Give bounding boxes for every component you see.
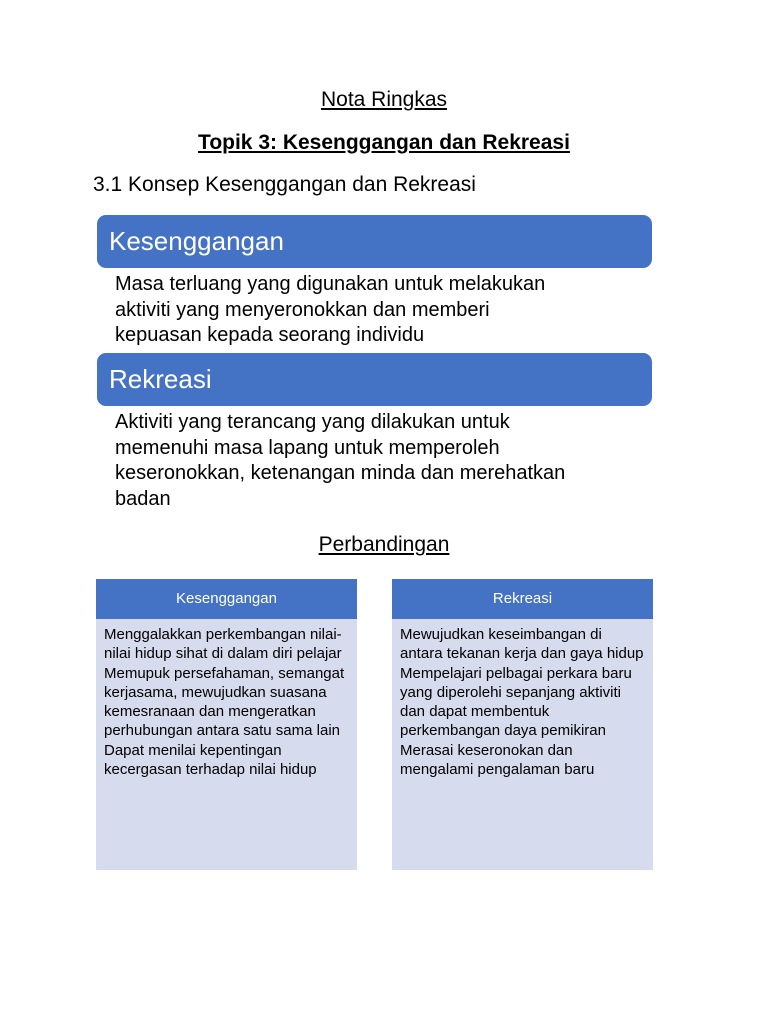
page-title: Nota Ringkas	[320, 88, 448, 111]
term-bar-rekreasi: Rekreasi	[97, 353, 652, 406]
list-item: Dapat menilai kepentingan kecergasan terhadap nilai hidup	[104, 742, 317, 778]
definition-line: Masa terluang yang digunakan untuk melakukan	[115, 273, 546, 295]
column-heading: Kesenggangan	[96, 579, 357, 619]
column-body	[96, 619, 357, 779]
definition-line: kepuasan kepada seorang individu	[115, 324, 425, 346]
term-bar-kesenggangan: Kesenggangan	[97, 215, 652, 268]
list-item: Merasai keseronokan dan mengalami pengalaman baru	[400, 742, 595, 778]
list-item: Memupuk persefahaman, semangat kerjasama, mewujudkan suasana kemesranaan dan mengeratkan perhubungan antara satu sama lain	[104, 665, 345, 739]
list-item: Mewujudkan keseimbangan di antara tekanan kerja dan gaya hidup	[400, 626, 644, 662]
comparison-column-rekreasi	[392, 579, 653, 870]
list-item: Mempelajari pelbagai perkara baru yang diperolehi sepanjang aktiviti dan dapat membentuk perkembangan daya pemikiran	[400, 665, 632, 739]
definition-kesenggangan	[115, 272, 635, 349]
definition-line: keseronokkan, ketenangan minda dan merehatkan	[115, 462, 566, 484]
column-body	[392, 619, 653, 779]
column-heading: Rekreasi	[392, 579, 653, 619]
topic-heading: Topik 3: Kesenggangan dan Rekreasi	[198, 131, 570, 154]
definition-line: badan	[115, 487, 171, 510]
definition-line: memenuhi masa lapang untuk memperoleh	[115, 436, 500, 459]
definition-rekreasi	[115, 410, 635, 512]
definition-line: aktiviti yang menyeronokkan dan memberi	[115, 298, 490, 321]
definition-line: Aktiviti yang terancang yang dilakukan untuk	[115, 411, 510, 433]
comparison-title: Perbandingan	[318, 533, 450, 556]
list-item: Menggalakkan perkembangan nilai-nilai hidup sihat di dalam diri pelajar	[104, 626, 342, 662]
comparison-column-kesenggangan	[96, 579, 357, 870]
section-heading: 3.1 Konsep Kesenggangan dan Rekreasi	[93, 173, 476, 196]
